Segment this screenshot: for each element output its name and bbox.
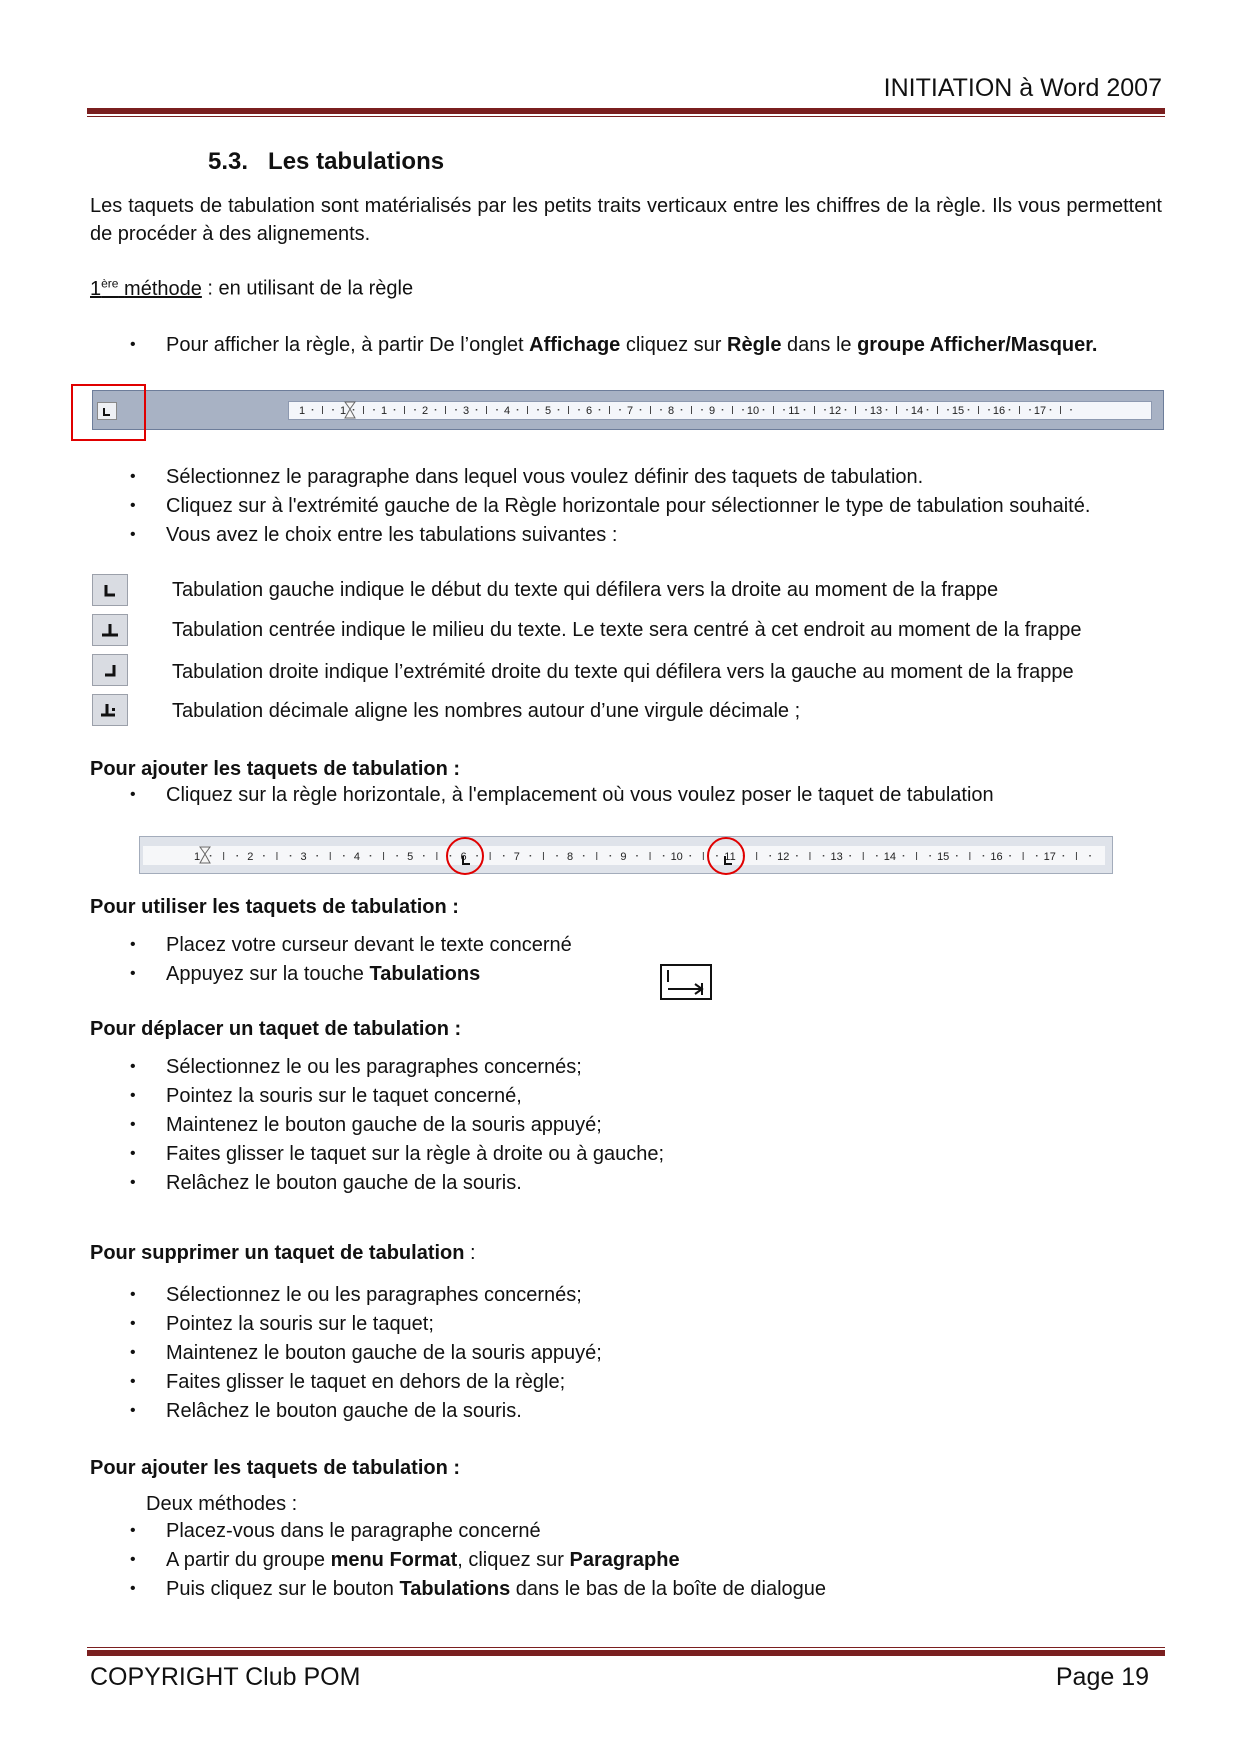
ruler-tick [476,409,478,411]
ruler-tick [435,409,437,411]
highlight-circle [707,837,745,875]
ruler-tick [396,855,398,857]
ruler-tick [370,855,372,857]
ruler-tick [886,409,888,411]
ruler-tick [496,409,498,411]
ruler-tick-label: 7 [626,405,634,417]
list-item: • Pointez la souris sur le taquet; [130,1313,434,1335]
page-number: Page 19 [1055,1663,1149,1691]
section-heading: Pour supprimer un taquet de tabulation : [90,1242,476,1264]
section-heading: Pour utiliser les taquets de tabulation : [90,896,459,918]
ruler-tick [1029,409,1031,411]
header-rule [87,108,1165,114]
list-item: • Appuyez sur la touche Tabulations [130,963,481,985]
ruler-tick-label: 13 [869,405,883,417]
ruler-tick [769,855,771,857]
indent-marker[interactable] [200,847,210,863]
ruler-tick [610,855,612,857]
ruler-tick [824,409,826,411]
ruler-tick-label: 17 [1033,405,1047,417]
method-number: 1 [90,277,102,300]
list-item: • Relâchez le bouton gauche de la souris. [130,1172,522,1194]
section-heading: Pour déplacer un taquet de tabulation : [90,1018,462,1040]
section-heading: Pour ajouter les taquets de tabulation : [90,1457,461,1479]
ruler-tick [353,409,355,411]
center-tab-icon [92,614,128,646]
ruler-tick-label: 14 [910,405,924,417]
ruler-ticks [288,401,1152,420]
ruler-tick-label: 4 [353,851,360,863]
ruler-tick-label: 17 [1043,851,1056,863]
list-item: • Maintenez le bouton gauche de la souris appuyé; [130,1342,602,1364]
list-item: • Pour afficher la règle, à partir De l’onglet Affichage cliquez sur Règle dans le groupe Afficher/Masquer. [130,334,1098,356]
header-rule-thin [87,116,1165,117]
ruler-tick [823,855,825,857]
ruler-tick-label: 4 [503,405,511,417]
highlight-box [71,384,146,441]
ruler-tick [929,855,931,857]
sub-heading: Deux méthodes : [146,1493,298,1515]
ruler-tick [1009,855,1011,857]
list-item: • Placez votre curseur devant le texte concerné [130,934,572,956]
ruler-tick-label: 14 [883,851,897,863]
tab-type-desc: Tabulation droite indique l’extrémité droite du texte qui défilera vers la gauche au moment de la frappe [172,661,1074,683]
ruler-tick [530,855,532,857]
ruler-tick [1063,855,1065,857]
ruler-tick [927,409,929,411]
ruler-tick [236,855,238,857]
method-1-line [90,276,413,301]
ruler-tick [558,409,560,411]
ruler-tick [332,409,334,411]
footer-rule [87,1650,1165,1656]
ruler-tick [210,855,212,857]
section-heading: Pour ajouter les taquets de tabulation : [90,758,461,780]
ruler-tick [845,409,847,411]
ruler-tick-label: 10 [746,405,760,417]
tab-key-icon [660,964,712,1000]
ruler-tick [312,409,314,411]
ruler-tick [556,855,558,857]
list-item: • Cliquez sur la règle horizontale, à l'emplacement où vous voulez poser le taquet de tabulation [130,784,994,806]
ruler-tick [947,409,949,411]
ruler-tick-label: 15 [951,405,965,417]
ruler-tick-label: 8 [667,405,675,417]
ruler-tick [722,409,724,411]
ruler-tick [394,409,396,411]
ruler-tick-label: 13 [830,851,843,863]
ruler-tick-label: 12 [777,851,790,863]
ruler-tick-label: 3 [462,405,470,417]
ruler-tick [849,855,851,857]
right-tab-icon [92,654,128,686]
tab-type-desc: Tabulation décimale aligne les nombres autour d’une virgule décimale ; [172,700,801,722]
ruler-tick-label: 6 [460,851,467,863]
ruler-tick-label: 9 [708,405,716,417]
list-item: • Cliquez sur à l'extrémité gauche de la Règle horizontale pour sélectionner le type de tabulation souhaité. [130,495,1091,517]
ruler-tick [968,409,970,411]
ruler-tick-label: 3 [300,851,307,863]
ruler-tick [455,409,457,411]
ruler-tick-label: 2 [421,405,429,417]
list-item: • Faites glisser le taquet sur la règle à droite ou à gauche; [130,1143,665,1165]
ruler-tick-label: 11 [724,851,736,863]
ruler-tick [804,409,806,411]
ruler-tick-label: 16 [990,851,1003,863]
list-item: • Puis cliquez sur le bouton Tabulations dans le bas de la boîte de dialogue [130,1578,827,1600]
ruler-tick [660,409,662,411]
method-sup: ère [101,276,119,290]
list-item: • Sélectionnez le ou les paragraphes concernés; [130,1056,582,1078]
ruler-tick [640,409,642,411]
ruler-tick-label: 5 [544,405,552,417]
ruler-tick [517,409,519,411]
footer-rule-thin [87,1647,1165,1648]
ruler-tick [619,409,621,411]
ruler-tick-label: 6 [585,405,593,417]
ruler-tick [903,855,905,857]
list-item: • Faites glisser le taquet en dehors de la règle; [130,1371,566,1393]
list-item: • Sélectionnez le paragraphe dans lequel vous voulez définir des taquets de tabulation. [130,466,924,488]
ruler-tick [578,409,580,411]
ruler-tick [373,409,375,411]
ruler-tick-label: 1 [339,405,347,417]
intro-paragraph: Les taquets de tabulation sont matérialisés par les petits traits verticaux entre les chiffres de la règle. Ils vous permettent de procéder à des alignements. [90,195,1162,245]
ruler-tick [423,855,425,857]
ruler-tick [906,409,908,411]
method-rest: : en utilisant de la règle [201,277,414,300]
list-item: • Placez-vous dans le paragraphe concerné [130,1520,541,1542]
ruler-tick-label: 11 [788,405,800,417]
ruler-tick-label: 9 [620,851,627,863]
ruler-tick [681,409,683,411]
highlight-circle [446,837,484,875]
left-tab-icon [92,574,128,606]
section-number: 5.3. [208,148,249,175]
ruler-tick [763,409,765,411]
ruler-tick [865,409,867,411]
ruler-tick [537,409,539,411]
ruler-ticks [143,846,1105,868]
ruler-tick [956,855,958,857]
list-item: • Relâchez le bouton gauche de la souris. [130,1400,522,1422]
tab-type-desc: Tabulation gauche indique le début du texte qui défilera vers la droite au moment de la frappe [172,579,999,601]
ruler-tick [503,855,505,857]
ruler-tick-label: 8 [567,851,574,863]
decimal-tab-icon [92,694,128,726]
list-item: • Sélectionnez le ou les paragraphes concernés; [130,1284,582,1306]
ruler-tick-label: 7 [513,851,520,863]
tab-type-desc: Tabulation centrée indique le milieu du texte. Le texte sera centré à cet endroit au moment de la frappe [172,619,1082,641]
ruler-tick [983,855,985,857]
ruler-tick [690,855,692,857]
ruler-tick-label: 16 [992,405,1006,417]
ruler-tick [263,855,265,857]
header-title: INITIATION à Word 2007 [883,74,1162,102]
ruler-tick [1070,409,1072,411]
ruler-tick [1050,409,1052,411]
ruler-tick [1089,855,1091,857]
ruler-tick [290,855,292,857]
ruler-tick [316,855,318,857]
ruler-tick [636,855,638,857]
ruler-tick [742,409,744,411]
ruler-tick [1036,855,1038,857]
list-item: • Pointez la souris sur le taquet concerné, [130,1085,522,1107]
section-heading [208,148,444,176]
ruler-tick [876,855,878,857]
ruler-tick [343,855,345,857]
ruler-tick-label: 2 [247,851,254,863]
list-item: • Vous avez le choix entre les tabulations suivantes : [130,524,618,546]
footer-copyright: COPYRIGHT Club POM [90,1663,361,1691]
list-item: • A partir du groupe menu Format, cliquez sur Paragraphe [130,1549,680,1571]
ruler-tick-label: 12 [828,405,842,417]
ruler-tick [663,855,665,857]
ruler-tick [701,409,703,411]
ruler-tick-label: 1 [193,851,201,863]
ruler-tick-label: 1 [298,405,306,417]
ruler-tick [796,855,798,857]
ruler-tick [783,409,785,411]
ruler-tick [599,409,601,411]
ruler-tick [414,409,416,411]
ruler-tick-label: 15 [937,851,950,863]
section-title: Les tabulations [268,148,445,175]
list-item: • Maintenez le bouton gauche de la souris appuyé; [130,1114,602,1136]
ruler-tick-label: 5 [407,851,414,863]
method-label: méthode [124,277,202,300]
ruler-tick [1009,409,1011,411]
ruler-tick-label: 10 [670,851,683,863]
ruler-tick-label: 1 [380,405,388,417]
ruler-tick [988,409,990,411]
ruler-tick [583,855,585,857]
